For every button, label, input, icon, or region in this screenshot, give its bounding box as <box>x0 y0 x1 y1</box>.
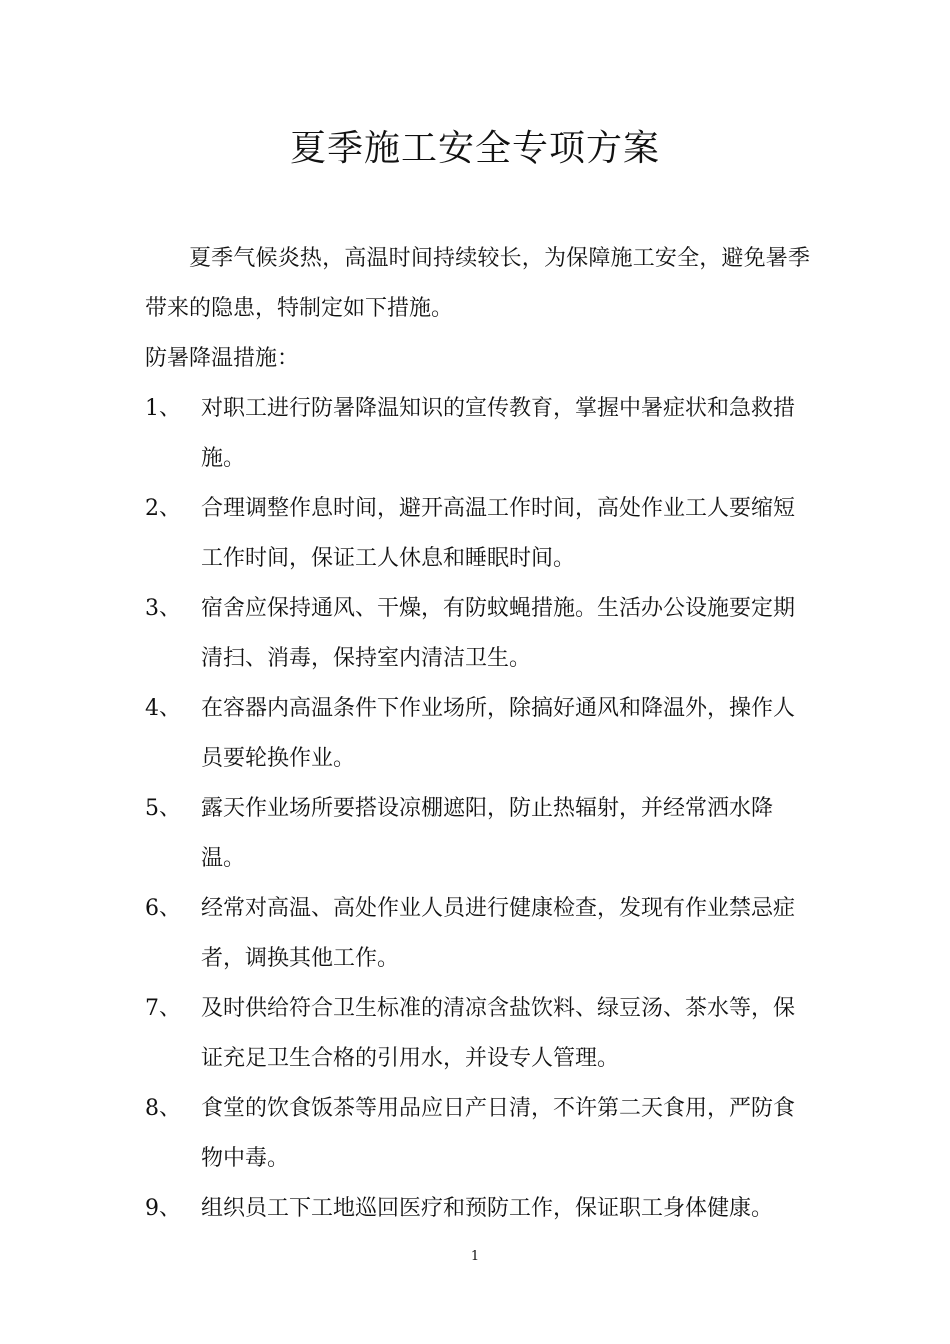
list-item <box>145 1184 810 1234</box>
item-text: 经常对高温、高处作业人员进行健康检查，发现有作业禁忌症者，调换其他工作。 <box>201 896 796 971</box>
item-number: 7、 <box>145 996 181 1021</box>
list-item <box>145 484 810 584</box>
page-number: 1 <box>470 1249 480 1264</box>
list-item <box>145 984 810 1084</box>
item-text: 食堂的饮食饭茶等用品应日产日清，不许第二天食用，严防食物中毒。 <box>201 1096 796 1171</box>
item-text: 露天作业场所要搭设凉棚遮阳，防止热辐射，并经常洒水降温。 <box>201 796 774 871</box>
item-text: 合理调整作息时间，避开高温工作时间，高处作业工人要缩短工作时间，保证工人休息和睡眠时间。 <box>201 496 796 571</box>
list-item <box>145 684 810 784</box>
item-number: 6、 <box>145 896 181 921</box>
document-title: 夏季施工安全专项方案 <box>289 128 660 169</box>
list-item <box>145 384 810 484</box>
section-heading: 防暑降温措施： <box>145 346 300 371</box>
item-number: 5、 <box>145 796 181 821</box>
list-item <box>145 884 810 984</box>
item-text: 及时供给符合卫生标准的清凉含盐饮料、绿豆汤、茶水等，保证充足卫生合格的引用水，并设专人管理。 <box>201 996 796 1071</box>
intro-paragraph: 夏季气候炎热，高温时间持续较长，为保障施工安全，避免暑季带来的隐患，特制定如下措施。 <box>145 246 810 321</box>
measures-list <box>145 384 810 1234</box>
item-number: 3、 <box>145 596 181 621</box>
item-text: 宿舍应保持通风、干燥，有防蚊蝇措施。生活办公设施要定期清扫、消毒，保持室内清洁卫生。 <box>201 596 796 671</box>
list-item <box>145 1084 810 1184</box>
item-number: 9、 <box>145 1196 181 1221</box>
item-text: 对职工进行防暑降温知识的宣传教育，掌握中暑症状和急救措施。 <box>201 396 796 471</box>
item-number: 1、 <box>145 396 181 421</box>
list-item <box>145 784 810 884</box>
item-number: 4、 <box>145 696 181 721</box>
item-text: 组织员工下工地巡回医疗和预防工作，保证职工身体健康。 <box>201 1196 774 1221</box>
list-item <box>145 584 810 684</box>
item-number: 8、 <box>145 1096 181 1121</box>
item-text: 在容器内高温条件下作业场所，除搞好通风和降温外，操作人员要轮换作业。 <box>201 696 796 771</box>
item-number: 2、 <box>145 496 181 521</box>
